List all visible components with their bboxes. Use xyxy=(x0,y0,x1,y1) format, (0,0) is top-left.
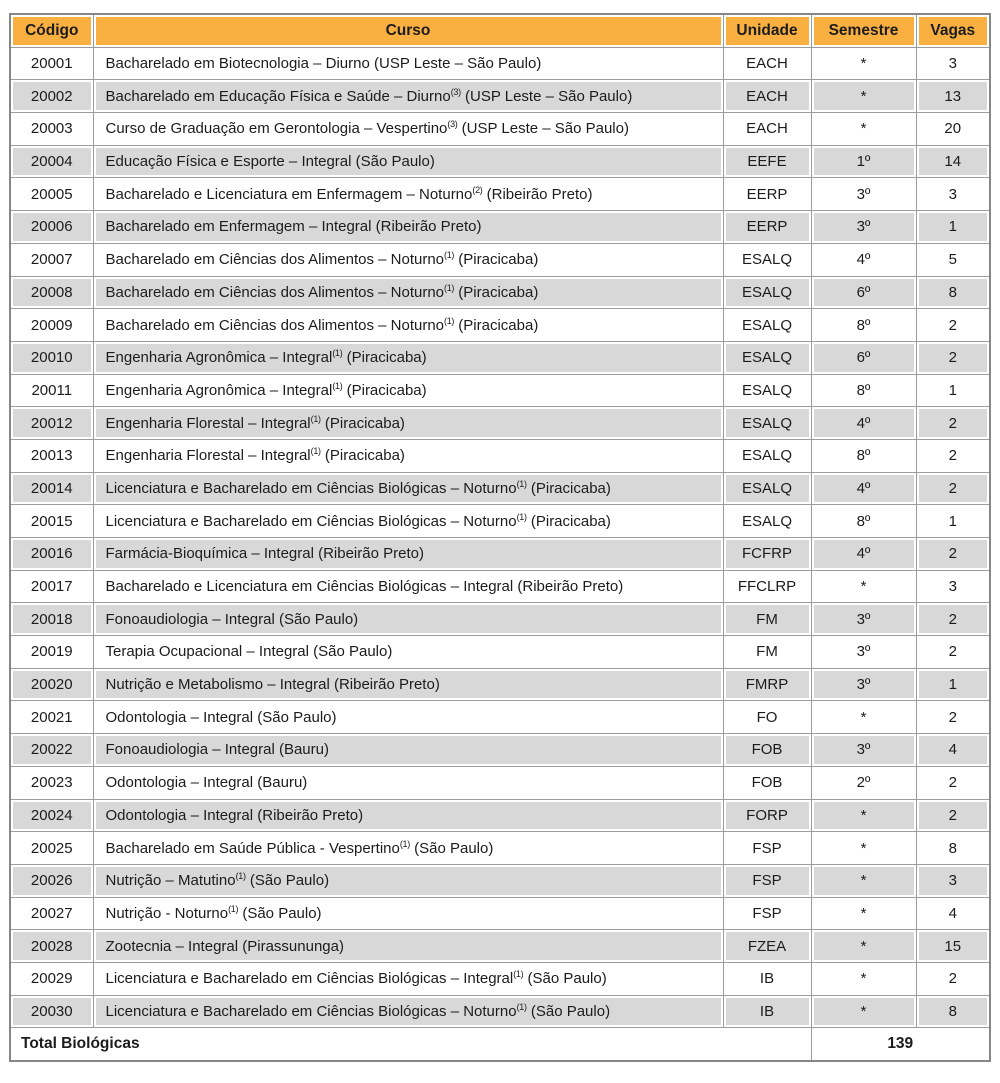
curso-cell xyxy=(93,211,723,244)
table-row xyxy=(10,897,990,930)
unidade-cell: ESALQ xyxy=(723,341,811,374)
curso-footnote-sup: (1) xyxy=(444,250,455,261)
semestre-cell: * xyxy=(811,799,916,832)
curso-text: Nutrição - Noturno xyxy=(105,904,229,922)
curso-text-tail: (São Paulo) xyxy=(409,839,494,857)
curso-text: Nutrição e Metabolismo – Integral (Ribeirão Preto) xyxy=(105,676,440,694)
curso-cell xyxy=(93,636,723,669)
semestre-cell: 4º xyxy=(811,538,916,571)
curso-footnote-sup: (1) xyxy=(516,1001,527,1012)
unidade-cell: ESALQ xyxy=(723,505,811,538)
curso-text-tail: (USP Leste – São Paulo) xyxy=(460,87,633,105)
codigo-cell: 20017 xyxy=(10,570,93,603)
table-footer xyxy=(10,1028,990,1061)
semestre-cell: * xyxy=(811,930,916,963)
table-row xyxy=(10,276,990,309)
header-unidade: Unidade xyxy=(723,14,811,47)
codigo-cell: 20019 xyxy=(10,636,93,669)
codigo-cell: 20020 xyxy=(10,668,93,701)
curso-cell xyxy=(93,864,723,897)
curso-cell xyxy=(93,603,723,636)
curso-cell xyxy=(93,570,723,603)
codigo-cell: 20013 xyxy=(10,439,93,472)
table-row xyxy=(10,178,990,211)
table-row xyxy=(10,766,990,799)
unidade-cell: IB xyxy=(723,962,811,995)
curso-cell xyxy=(93,80,723,113)
codigo-cell: 20009 xyxy=(10,309,93,342)
semestre-cell: * xyxy=(811,113,916,146)
curso-text: Odontologia – Integral (Bauru) xyxy=(105,774,308,792)
curso-cell xyxy=(93,47,723,80)
vagas-cell: 3 xyxy=(916,570,990,603)
vagas-cell: 1 xyxy=(916,505,990,538)
codigo-cell: 20027 xyxy=(10,897,93,930)
codigo-cell: 20006 xyxy=(10,211,93,244)
table-row xyxy=(10,472,990,505)
codigo-cell: 20023 xyxy=(10,766,93,799)
curso-cell xyxy=(93,243,723,276)
header-row xyxy=(10,14,990,47)
curso-text: Fonoaudiologia – Integral (São Paulo) xyxy=(105,610,359,628)
unidade-cell: EACH xyxy=(723,113,811,146)
table-row xyxy=(10,309,990,342)
table-row xyxy=(10,799,990,832)
codigo-cell: 20024 xyxy=(10,799,93,832)
curso-cell xyxy=(93,734,723,767)
table-row xyxy=(10,47,990,80)
unidade-cell: EERP xyxy=(723,178,811,211)
curso-text: Licenciatura e Bacharelado em Ciências Biológicas – Noturno xyxy=(105,479,517,497)
curso-cell xyxy=(93,374,723,407)
unidade-cell: FSP xyxy=(723,864,811,897)
vagas-cell: 2 xyxy=(916,636,990,669)
unidade-cell: FCFRP xyxy=(723,538,811,571)
table-row xyxy=(10,636,990,669)
unidade-cell: ESALQ xyxy=(723,243,811,276)
semestre-cell: * xyxy=(811,570,916,603)
semestre-cell: * xyxy=(811,962,916,995)
vagas-cell: 2 xyxy=(916,799,990,832)
unidade-cell: EERP xyxy=(723,211,811,244)
vagas-cell: 1 xyxy=(916,668,990,701)
vagas-cell: 2 xyxy=(916,603,990,636)
codigo-cell: 20014 xyxy=(10,472,93,505)
unidade-cell: ESALQ xyxy=(723,439,811,472)
curso-text: Odontologia – Integral (São Paulo) xyxy=(105,708,337,726)
curso-text: Engenharia Agronômica – Integral xyxy=(105,349,333,367)
curso-cell xyxy=(93,341,723,374)
curso-text: Bacharelado e Licenciatura em Enfermagem – Noturno xyxy=(105,185,473,203)
unidade-cell: ESALQ xyxy=(723,407,811,440)
codigo-cell: 20010 xyxy=(10,341,93,374)
vagas-cell: 5 xyxy=(916,243,990,276)
curso-cell xyxy=(93,309,723,342)
semestre-cell: 2º xyxy=(811,766,916,799)
codigo-cell: 20021 xyxy=(10,701,93,734)
curso-text: Bacharelado e Licenciatura em Ciências Biológicas – Integral (Ribeirão Preto) xyxy=(105,578,624,596)
table-row xyxy=(10,538,990,571)
table-row xyxy=(10,734,990,767)
curso-text-tail: (Piracicaba) xyxy=(320,447,405,465)
header-vagas: Vagas xyxy=(916,14,990,47)
curso-text: Terapia Ocupacional – Integral (São Paulo) xyxy=(105,643,393,661)
vagas-cell: 2 xyxy=(916,766,990,799)
codigo-cell: 20028 xyxy=(10,930,93,963)
curso-cell xyxy=(93,832,723,865)
curso-text: Bacharelado em Biotecnologia – Diurno (USP Leste – São Paulo) xyxy=(105,55,542,73)
unidade-cell: FOB xyxy=(723,734,811,767)
unidade-cell: FO xyxy=(723,701,811,734)
unidade-cell: FSP xyxy=(723,897,811,930)
curso-cell xyxy=(93,668,723,701)
curso-footnote-sup: (1) xyxy=(399,838,410,849)
curso-text: Licenciatura e Bacharelado em Ciências Biológicas – Integral xyxy=(105,970,514,988)
unidade-cell: FMRP xyxy=(723,668,811,701)
curso-cell xyxy=(93,930,723,963)
codigo-cell: 20015 xyxy=(10,505,93,538)
table-row xyxy=(10,570,990,603)
curso-footnote-sup: (1) xyxy=(310,413,321,424)
codigo-cell: 20029 xyxy=(10,962,93,995)
total-label: Total Biológicas xyxy=(10,1028,811,1061)
codigo-cell: 20008 xyxy=(10,276,93,309)
semestre-cell: 3º xyxy=(811,636,916,669)
table-row xyxy=(10,701,990,734)
curso-text: Bacharelado em Saúde Pública - Vespertino xyxy=(105,839,400,857)
header-semestre: Semestre xyxy=(811,14,916,47)
curso-text-tail: (Ribeirão Preto) xyxy=(482,185,593,203)
curso-footnote-sup: (1) xyxy=(444,315,455,326)
curso-cell xyxy=(93,439,723,472)
semestre-cell: * xyxy=(811,832,916,865)
unidade-cell: FM xyxy=(723,636,811,669)
vagas-cell: 1 xyxy=(916,211,990,244)
curso-text: Bacharelado em Ciências dos Alimentos – Noturno xyxy=(105,283,445,301)
curso-text-tail: (São Paulo) xyxy=(526,1002,611,1020)
codigo-cell: 20004 xyxy=(10,145,93,178)
curso-text: Engenharia Agronômica – Integral xyxy=(105,381,333,399)
curso-cell xyxy=(93,407,723,440)
codigo-cell: 20026 xyxy=(10,864,93,897)
codigo-cell: 20001 xyxy=(10,47,93,80)
table-row xyxy=(10,864,990,897)
semestre-cell: 8º xyxy=(811,505,916,538)
curso-cell xyxy=(93,505,723,538)
vagas-cell: 3 xyxy=(916,178,990,211)
curso-footnote-sup: (1) xyxy=(516,511,527,522)
curso-footnote-sup: (2) xyxy=(472,184,483,195)
codigo-cell: 20011 xyxy=(10,374,93,407)
unidade-cell: IB xyxy=(723,995,811,1028)
curso-text: Licenciatura e Bacharelado em Ciências Biológicas – Noturno xyxy=(105,512,517,530)
curso-text-tail: (Piracicaba) xyxy=(342,381,427,399)
header-curso: Curso xyxy=(93,14,723,47)
table-row xyxy=(10,374,990,407)
curso-footnote-sup: (1) xyxy=(332,380,343,391)
vagas-cell: 2 xyxy=(916,962,990,995)
unidade-cell: EACH xyxy=(723,80,811,113)
curso-text-tail: (Piracicaba) xyxy=(320,414,405,432)
curso-cell xyxy=(93,178,723,211)
unidade-cell: ESALQ xyxy=(723,374,811,407)
curso-text-tail: (USP Leste – São Paulo) xyxy=(457,120,629,138)
curso-footnote-sup: (3) xyxy=(450,86,461,97)
vagas-cell: 2 xyxy=(916,309,990,342)
semestre-cell: 4º xyxy=(811,243,916,276)
curso-text-tail: (São Paulo) xyxy=(238,904,322,922)
semestre-cell: 3º xyxy=(811,734,916,767)
vagas-cell: 3 xyxy=(916,864,990,897)
table-row xyxy=(10,603,990,636)
vagas-cell: 8 xyxy=(916,832,990,865)
curso-footnote-sup: (1) xyxy=(332,348,343,359)
table-row xyxy=(10,243,990,276)
curso-footnote-sup: (1) xyxy=(444,282,455,293)
codigo-cell: 20012 xyxy=(10,407,93,440)
curso-text: Bacharelado em Ciências dos Alimentos – Noturno xyxy=(105,316,445,334)
table-row xyxy=(10,439,990,472)
curso-text-tail: (Piracicaba) xyxy=(454,251,539,269)
semestre-cell: 6º xyxy=(811,276,916,309)
table-row xyxy=(10,668,990,701)
codigo-cell: 20018 xyxy=(10,603,93,636)
curso-footnote-sup: (1) xyxy=(235,871,246,882)
table-row xyxy=(10,113,990,146)
codigo-cell: 20022 xyxy=(10,734,93,767)
curso-text-tail: (Piracicaba) xyxy=(454,283,539,301)
vagas-cell: 8 xyxy=(916,276,990,309)
unidade-cell: FSP xyxy=(723,832,811,865)
curso-text: Engenharia Florestal – Integral xyxy=(105,414,311,432)
semestre-cell: 4º xyxy=(811,472,916,505)
semestre-cell: 6º xyxy=(811,341,916,374)
curso-footnote-sup: (1) xyxy=(513,969,524,980)
curso-text: Educação Física e Esporte – Integral (São Paulo) xyxy=(105,153,435,171)
semestre-cell: * xyxy=(811,897,916,930)
unidade-cell: FM xyxy=(723,603,811,636)
vagas-cell: 4 xyxy=(916,897,990,930)
curso-cell xyxy=(93,701,723,734)
curso-footnote-sup: (1) xyxy=(228,903,239,914)
curso-text: Fonoaudiologia – Integral (Bauru) xyxy=(105,741,329,759)
curso-footnote-sup: (1) xyxy=(516,478,527,489)
curso-text: Engenharia Florestal – Integral xyxy=(105,447,311,465)
semestre-cell: 3º xyxy=(811,178,916,211)
vagas-cell: 2 xyxy=(916,407,990,440)
table-row xyxy=(10,930,990,963)
curso-cell xyxy=(93,962,723,995)
vagas-cell: 4 xyxy=(916,734,990,767)
vagas-cell: 13 xyxy=(916,80,990,113)
semestre-cell: 8º xyxy=(811,309,916,342)
courses-table xyxy=(9,13,991,1062)
table-row xyxy=(10,505,990,538)
codigo-cell: 20005 xyxy=(10,178,93,211)
semestre-cell: * xyxy=(811,864,916,897)
curso-text-tail: (Piracicaba) xyxy=(454,316,539,334)
vagas-cell: 15 xyxy=(916,930,990,963)
curso-cell xyxy=(93,538,723,571)
curso-cell xyxy=(93,472,723,505)
curso-cell xyxy=(93,799,723,832)
curso-text: Curso de Graduação em Gerontologia – Vespertino xyxy=(105,120,448,138)
table-row xyxy=(10,211,990,244)
curso-text: Odontologia – Integral (Ribeirão Preto) xyxy=(105,806,364,824)
table-row xyxy=(10,80,990,113)
curso-text: Farmácia-Bioquímica – Integral (Ribeirão Preto) xyxy=(105,545,424,563)
semestre-cell: 8º xyxy=(811,374,916,407)
codigo-cell: 20030 xyxy=(10,995,93,1028)
curso-text-tail: (Piracicaba) xyxy=(526,512,611,530)
codigo-cell: 20025 xyxy=(10,832,93,865)
codigo-cell: 20002 xyxy=(10,80,93,113)
total-value: 139 xyxy=(811,1028,990,1061)
curso-text: Bacharelado em Enfermagem – Integral (Ribeirão Preto) xyxy=(105,218,482,236)
vagas-cell: 20 xyxy=(916,113,990,146)
vagas-cell: 2 xyxy=(916,341,990,374)
semestre-cell: * xyxy=(811,701,916,734)
vagas-cell: 8 xyxy=(916,995,990,1028)
unidade-cell: FOB xyxy=(723,766,811,799)
curso-cell xyxy=(93,995,723,1028)
curso-cell xyxy=(93,766,723,799)
vagas-cell: 14 xyxy=(916,145,990,178)
curso-cell xyxy=(93,276,723,309)
unidade-cell: FFCLRP xyxy=(723,570,811,603)
semestre-cell: * xyxy=(811,47,916,80)
unidade-cell: EACH xyxy=(723,47,811,80)
semestre-cell: 3º xyxy=(811,668,916,701)
unidade-cell: FORP xyxy=(723,799,811,832)
header-codigo: Código xyxy=(10,14,93,47)
vagas-cell: 3 xyxy=(916,47,990,80)
total-row xyxy=(10,1028,990,1061)
table-row xyxy=(10,832,990,865)
curso-cell xyxy=(93,113,723,146)
curso-footnote-sup: (1) xyxy=(310,446,321,457)
table-row xyxy=(10,341,990,374)
courses-table-body xyxy=(10,47,990,1028)
curso-cell xyxy=(93,897,723,930)
semestre-cell: * xyxy=(811,80,916,113)
curso-text-tail: (São Paulo) xyxy=(523,970,607,988)
semestre-cell: 4º xyxy=(811,407,916,440)
codigo-cell: 20016 xyxy=(10,538,93,571)
vagas-cell: 2 xyxy=(916,472,990,505)
semestre-cell: 1º xyxy=(811,145,916,178)
unidade-cell: ESALQ xyxy=(723,309,811,342)
vagas-cell: 2 xyxy=(916,439,990,472)
unidade-cell: ESALQ xyxy=(723,472,811,505)
codigo-cell: 20003 xyxy=(10,113,93,146)
unidade-cell: ESALQ xyxy=(723,276,811,309)
curso-text: Bacharelado em Ciências dos Alimentos – Noturno xyxy=(105,251,445,269)
curso-text: Nutrição – Matutino xyxy=(105,872,236,890)
semestre-cell: * xyxy=(811,995,916,1028)
curso-cell xyxy=(93,145,723,178)
codigo-cell: 20007 xyxy=(10,243,93,276)
vagas-cell: 1 xyxy=(916,374,990,407)
table-row xyxy=(10,995,990,1028)
table-header xyxy=(10,14,990,47)
curso-text: Zootecnia – Integral (Pirassununga) xyxy=(105,937,344,955)
curso-text: Licenciatura e Bacharelado em Ciências Biológicas – Noturno xyxy=(105,1002,517,1020)
semestre-cell: 3º xyxy=(811,211,916,244)
curso-text-tail: (São Paulo) xyxy=(245,872,330,890)
vagas-cell: 2 xyxy=(916,701,990,734)
semestre-cell: 3º xyxy=(811,603,916,636)
table-row xyxy=(10,145,990,178)
unidade-cell: FZEA xyxy=(723,930,811,963)
curso-text-tail: (Piracicaba) xyxy=(342,349,427,367)
semestre-cell: 8º xyxy=(811,439,916,472)
vagas-cell: 2 xyxy=(916,538,990,571)
unidade-cell: EEFE xyxy=(723,145,811,178)
curso-text-tail: (Piracicaba) xyxy=(526,479,611,497)
curso-footnote-sup: (3) xyxy=(447,119,458,130)
curso-text: Bacharelado em Educação Física e Saúde – Diurno xyxy=(105,87,451,105)
table-row xyxy=(10,407,990,440)
table-row xyxy=(10,962,990,995)
